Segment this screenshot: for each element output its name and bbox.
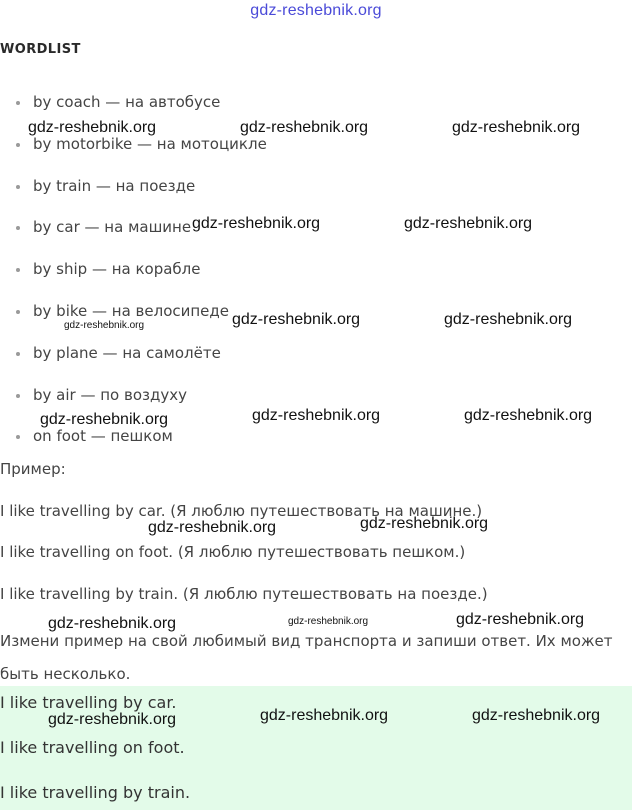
watermark: gdz-reshebnik.org [456, 611, 585, 628]
watermark: gdz-reshebnik.org [64, 320, 145, 331]
list-item: by plane — на самолёте [0, 342, 267, 384]
list-item: by car — на машине [0, 216, 267, 258]
watermark: gdz-reshebnik.org [252, 407, 381, 424]
answer-line: I like travelling on foot. [0, 738, 185, 757]
answer-line: I like travelling by car. [0, 693, 177, 712]
watermark: gdz-reshebnik.org [48, 711, 177, 728]
list-item: by coach — на автобусе [0, 91, 267, 133]
example-line: I like travelling on foot. (Я люблю путешествовать пешком.) [0, 543, 466, 561]
list-item: by bike — на велосипеде [0, 300, 267, 342]
example-line: I like travelling by train. (Я люблю путешествовать на поезде.) [0, 585, 488, 603]
list-item: by motorbike — на мотоцикле [0, 133, 267, 175]
watermark: gdz-reshebnik.org [464, 407, 593, 424]
list-item: on foot — пешком [0, 425, 267, 467]
list-item: by ship — на корабле [0, 258, 267, 300]
watermark: gdz-reshebnik.org [48, 615, 177, 632]
site-header[interactable]: gdz-reshebnik.org [250, 2, 382, 19]
watermark: gdz-reshebnik.org [404, 215, 533, 232]
watermark: gdz-reshebnik.org [288, 616, 369, 627]
example-line: I like travelling by car. (Я люблю путешествовать на машине.) [0, 502, 483, 520]
example-label: Пример: [0, 460, 66, 478]
watermark: gdz-reshebnik.org [452, 119, 581, 136]
watermark: gdz-reshebnik.org [232, 311, 361, 328]
watermark: gdz-reshebnik.org [40, 411, 169, 428]
watermark: gdz-reshebnik.org [28, 119, 157, 136]
list-item: by train — на поезде [0, 175, 267, 217]
watermark: gdz-reshebnik.org [240, 119, 369, 136]
watermark: gdz-reshebnik.org [360, 515, 489, 532]
watermark: gdz-reshebnik.org [192, 215, 321, 232]
watermark: gdz-reshebnik.org [148, 519, 277, 536]
watermark: gdz-reshebnik.org [260, 707, 389, 724]
watermark: gdz-reshebnik.org [472, 707, 601, 724]
task-text: Измени пример на свой любимый вид транспорта и запиши ответ. Их может быть несколько. [0, 632, 613, 683]
answer-box [0, 686, 632, 810]
wordlist-title: WORDLIST [0, 42, 81, 57]
watermark: gdz-reshebnik.org [444, 311, 573, 328]
answer-line: I like travelling by train. [0, 783, 191, 802]
list-item: by air — по воздуху [0, 384, 267, 426]
